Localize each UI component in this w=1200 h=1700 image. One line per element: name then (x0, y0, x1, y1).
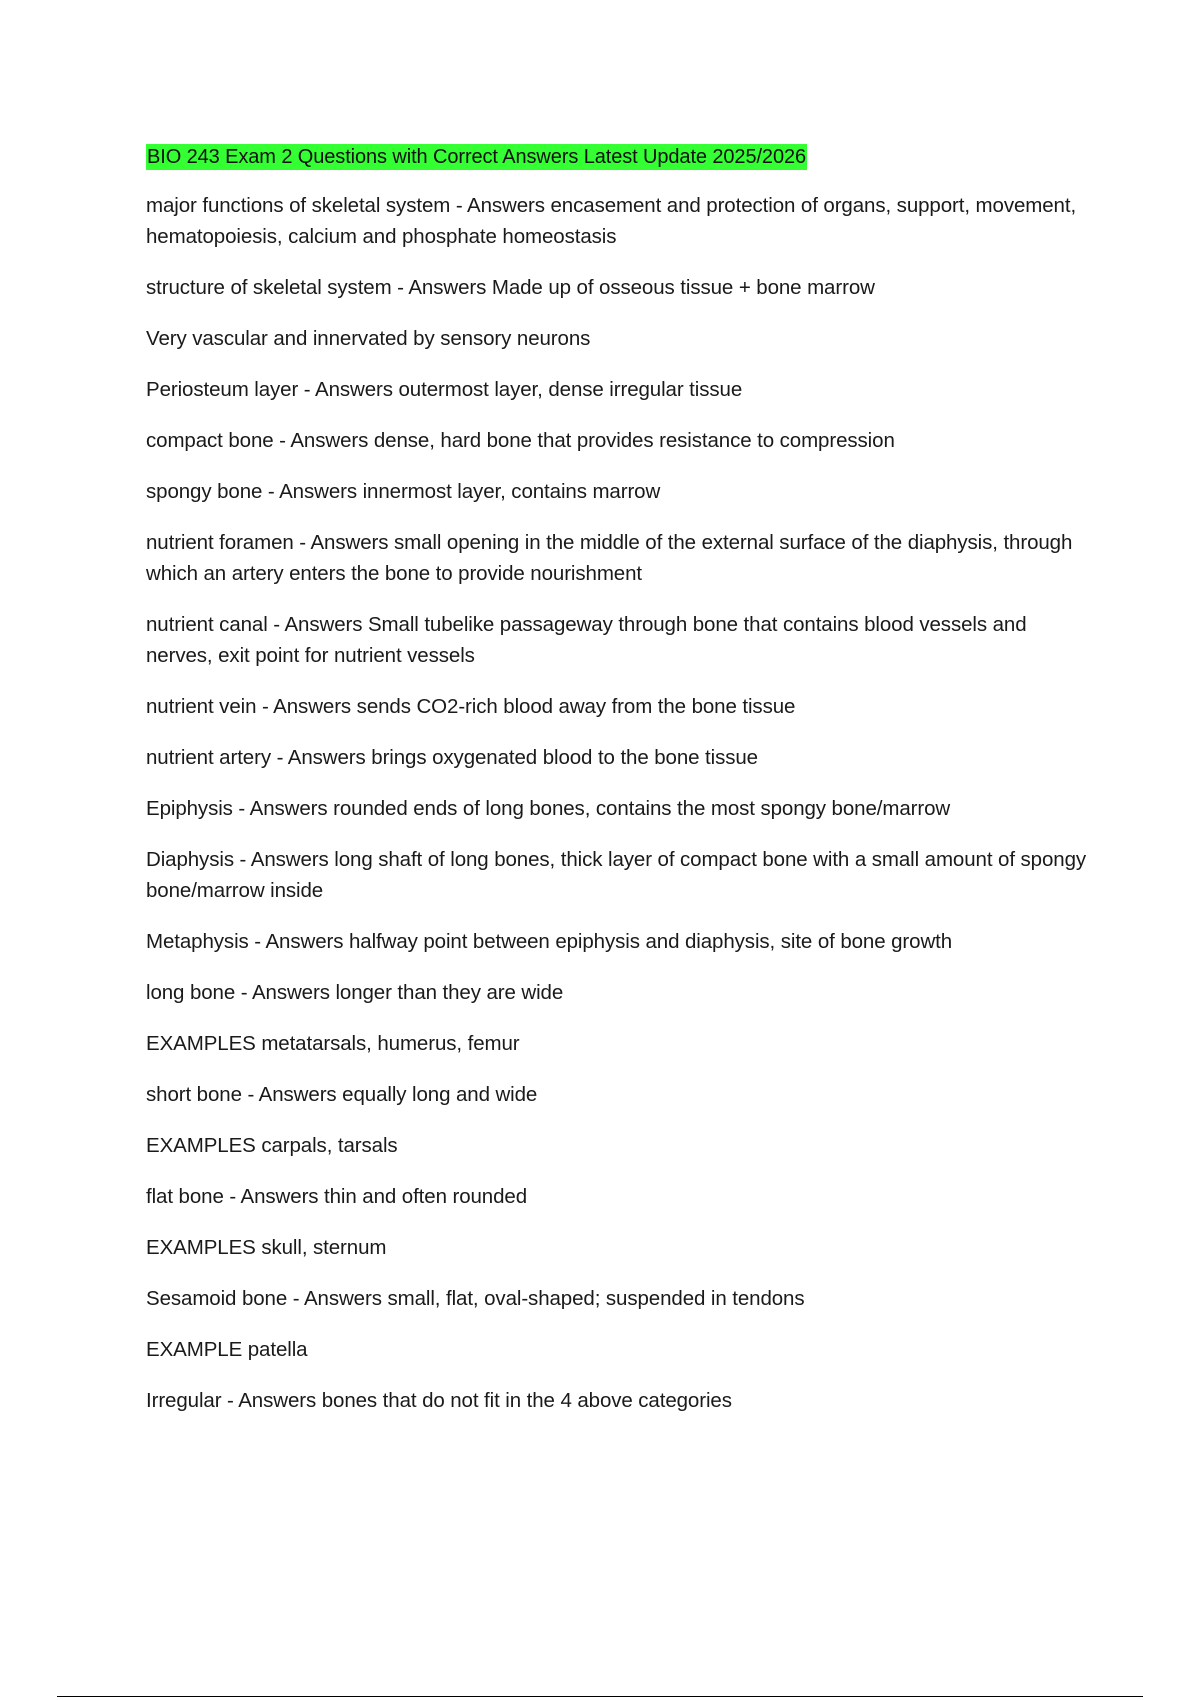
qa-item: short bone - Answers equally long and wide (146, 1083, 538, 1106)
qa-item: structure of skeletal system - Answers Made up of osseous tissue + bone marrow (146, 276, 875, 299)
qa-list (146, 190, 1096, 1416)
qa-item: EXAMPLES carpals, tarsals (146, 1134, 398, 1157)
footer-divider (57, 1696, 1143, 1697)
qa-item: compact bone - Answers dense, hard bone that provides resistance to compression (146, 429, 895, 452)
qa-item: EXAMPLES skull, sternum (146, 1236, 387, 1259)
qa-item: flat bone - Answers thin and often rounded (146, 1185, 528, 1208)
qa-item: Very vascular and innervated by sensory neurons (146, 327, 591, 350)
qa-item: EXAMPLES metatarsals, humerus, femur (146, 1032, 520, 1055)
qa-item: nutrient artery - Answers brings oxygenated blood to the bone tissue (146, 746, 758, 769)
qa-item: spongy bone - Answers innermost layer, contains marrow (146, 480, 661, 503)
qa-item: Epiphysis - Answers rounded ends of long bones, contains the most spongy bone/marrow (146, 797, 951, 820)
qa-item: Diaphysis - Answers long shaft of long bones, thick layer of compact bone with a small amount of spongy bone/marrow inside (146, 848, 1087, 902)
document-title: BIO 243 Exam 2 Questions with Correct Answers Latest Update 2025/2026 (147, 146, 807, 168)
qa-item: Irregular - Answers bones that do not fit in the 4 above categories (146, 1389, 732, 1412)
qa-item: nutrient canal - Answers Small tubelike passageway through bone that contains blood vessels and nerves, exit point for nutrient vessels (146, 613, 1027, 667)
qa-item: nutrient foramen - Answers small opening in the middle of the external surface of the diaphysis, through which an artery enters the bone to provide nourishment (146, 531, 1073, 585)
qa-item: EXAMPLE patella (146, 1338, 308, 1361)
qa-item: Periosteum layer - Answers outermost layer, dense irregular tissue (146, 378, 743, 401)
qa-item: Sesamoid bone - Answers small, flat, oval-shaped; suspended in tendons (146, 1287, 805, 1310)
qa-item: Metaphysis - Answers halfway point between epiphysis and diaphysis, site of bone growth (146, 930, 953, 953)
qa-item: nutrient vein - Answers sends CO2-rich blood away from the bone tissue (146, 695, 796, 718)
qa-item: major functions of skeletal system - Answers encasement and protection of organs, support, movement, hematopoiesis, calcium and phosphate homeostasis (146, 194, 1077, 248)
qa-item: long bone - Answers longer than they are wide (146, 981, 564, 1004)
document-content (146, 144, 1096, 1436)
